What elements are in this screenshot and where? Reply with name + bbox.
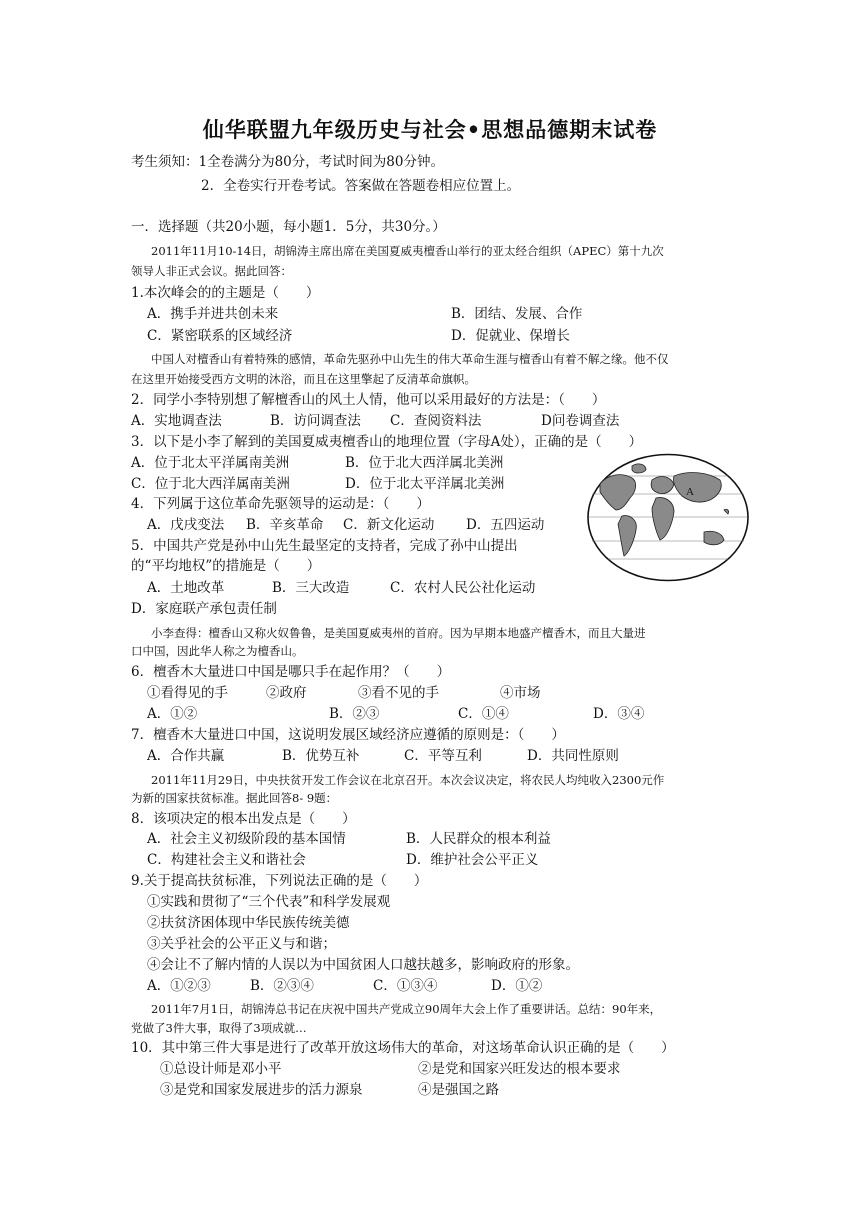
material-2-line-1: 中国人对檀香山有着特殊的感情，革命先驱孙中山先生的伟大革命生涯与檀香山有着不解之缘。他不仅: [151, 352, 669, 366]
q9-stem: 9.关于提高扶贫标准，下列说法正确的是（ ）: [131, 873, 428, 889]
q9-item-3: ③关乎社会的公平正义与和谐；: [147, 936, 336, 952]
q6-option-b: B．②③: [329, 706, 380, 722]
q5-option-b: B．三大改造: [272, 580, 350, 596]
material-1-line-2: 领导人非正式会议。据此回答：: [131, 264, 292, 278]
q1-stem: 1.本次峰会的的主题是（ ）: [131, 285, 320, 301]
q3-option-b: B．位于北大西洋属北美洲: [345, 455, 504, 471]
q7-option-d: D．共同性原则: [527, 748, 619, 764]
q6-item-4: ④市场: [500, 685, 541, 701]
material-3-line-2: 口中国，因此华人称之为檀香山。: [131, 644, 304, 658]
q6-option-d: D．③④: [593, 706, 645, 722]
q3-option-d: D．位于北太平洋属北美洲: [345, 476, 505, 492]
q3-stem: 3．以下是小李了解到的美国夏威夷檀香山的地理位置（字母A处），正确的是（ ）: [131, 434, 643, 450]
notice-line-1: 考生须知：1全卷满分为80分，考试时间为80分钟。: [131, 154, 444, 170]
q9-option-b: B．②③④: [250, 978, 314, 994]
q2-option-c: C．查阅资料法: [390, 413, 482, 429]
q4-option-d: D．五四运动: [466, 517, 545, 533]
q7-option-a: A．合作共赢: [147, 748, 225, 764]
q3-option-a: A．位于北太平洋属南美洲: [131, 455, 290, 471]
q10-item-2: ②是党和国家兴旺发达的根本要求: [418, 1061, 621, 1077]
q2-option-b: B．访问调查法: [270, 413, 361, 429]
q6-option-a: A．①②: [147, 706, 198, 722]
q9-option-d: D．①②: [491, 978, 543, 994]
material-5-line-1: 2011年7月1日，胡锦涛总书记在庆祝中国共产党成立90周年大会上作了重要讲话。总结：90年来，: [151, 1002, 662, 1016]
q7-stem: 7．檀香木大量进口中国，这说明发展区域经济应遵循的原则是：（ ）: [131, 727, 565, 743]
q9-option-a: A．①②③: [147, 978, 211, 994]
q5-option-c: C．农村人民公社化运动: [390, 580, 536, 596]
q2-stem: 2．同学小李特别想了解檀香山的风土人情，他可以采用最好的方法是：（ ）: [131, 392, 606, 408]
q9-item-4: ④会让不了解内情的人误以为中国贫困人口越扶越多，影响政府的形象。: [147, 957, 579, 973]
q8-option-a: A．社会主义初级阶段的基本国情: [147, 831, 346, 847]
q1-option-b: B．团结、发展、合作: [451, 306, 583, 322]
q6-item-3: ③看不见的手: [358, 685, 439, 701]
notice-line-2: 2．全卷实行开卷考试。答案做在答题卷相应位置上。: [201, 178, 521, 194]
q1-option-d: D．促就业、保增长: [451, 328, 570, 344]
q6-stem: 6．檀香木大量进口中国是哪只手在起作用？（ ）: [131, 664, 451, 680]
material-5-line-2: 党做了3件大事，取得了3项成就…: [131, 1021, 307, 1035]
map-label-a: A: [686, 486, 694, 498]
q6-option-c: C．①④: [458, 706, 509, 722]
q9-option-c: C．①③④: [373, 978, 438, 994]
q6-item-1: ①看得见的手: [147, 685, 228, 701]
material-3-line-1: 小李查得：檀香山又称火奴鲁鲁，是美国夏威夷州的首府。因为早期本地盛产檀香木，而且大量进: [151, 626, 646, 640]
q10-item-1: ①总设计师是邓小平: [160, 1061, 282, 1077]
q9-item-1: ①实践和贯彻了“三个代表”和科学发展观: [147, 894, 391, 910]
section-heading: 一．选择题（共20小题，每小题1．5分，共30分。）: [131, 219, 446, 235]
q3-option-c: C．位于北大西洋属南美洲: [131, 476, 290, 492]
q1-option-a: A．携手并进共创未来: [147, 306, 279, 322]
q10-item-3: ③是党和国家发展进步的活力源泉: [160, 1082, 363, 1098]
q2-option-a: A．实地调查法: [131, 413, 222, 429]
material-2-line-2: 在这里开始接受西方文明的沐浴，而且在这里擎起了反清革命旗帜。: [131, 372, 476, 386]
q9-item-2: ②扶贫济困体现中华民族传统美德: [147, 915, 350, 931]
q5-option-a: A．土地改革: [147, 580, 225, 596]
q4-option-c: C．新文化运动: [343, 517, 435, 533]
q8-option-d: D．维护社会公平正义: [406, 852, 539, 868]
q1-option-c: C．紧密联系的区域经济: [147, 328, 293, 344]
q6-item-2: ②政府: [266, 685, 307, 701]
world-map-figure: [586, 452, 750, 583]
q4-option-a: A．戊戌变法: [147, 517, 225, 533]
material-4-line-1: 2011年11月29日，中央扶贫开发工作会议在北京召开。本次会议决定，将农民人均纯收入2300元作: [151, 773, 665, 787]
material-1-line-1: 2011年11月10-14日，胡锦涛主席出席在美国夏威夷檀香山举行的亚太经合组织（APEC）第十九次: [151, 244, 664, 258]
q7-option-b: B．优势互补: [282, 748, 360, 764]
q4-stem: 4．下列属于这位革命先驱领导的运动是：（ ）: [131, 496, 430, 512]
q10-stem: 10．其中第三件大事是进行了改革开放这场伟大的革命，对这场革命认识正确的是（ ）: [131, 1040, 675, 1056]
q5-option-d: D．家庭联产承包责任制: [131, 601, 277, 617]
q5-stem-line-1: 5．中国共产党是孙中山先生最坚定的支持者，完成了孙中山提出: [131, 538, 518, 554]
q10-item-4: ④是强国之路: [418, 1082, 499, 1098]
material-4-line-2: 为新的国家扶贫标准。据此回答8- 9题：: [131, 791, 338, 805]
q8-option-b: B．人民群众的根本利益: [406, 831, 551, 847]
q5-stem-line-2: 的“平均地权”的措施是（ ）: [131, 558, 321, 574]
q8-stem: 8．该项决定的根本出发点是（ ）: [131, 811, 356, 827]
page-title: 仙华联盟九年级历史与社会•思想品德期末试卷: [202, 117, 658, 142]
q8-option-c: C．构建社会主义和谐社会: [147, 852, 306, 868]
q2-option-d: D问卷调查法: [541, 413, 620, 429]
q4-option-b: B．辛亥革命: [246, 517, 324, 533]
q7-option-c: C．平等互利: [404, 748, 482, 764]
